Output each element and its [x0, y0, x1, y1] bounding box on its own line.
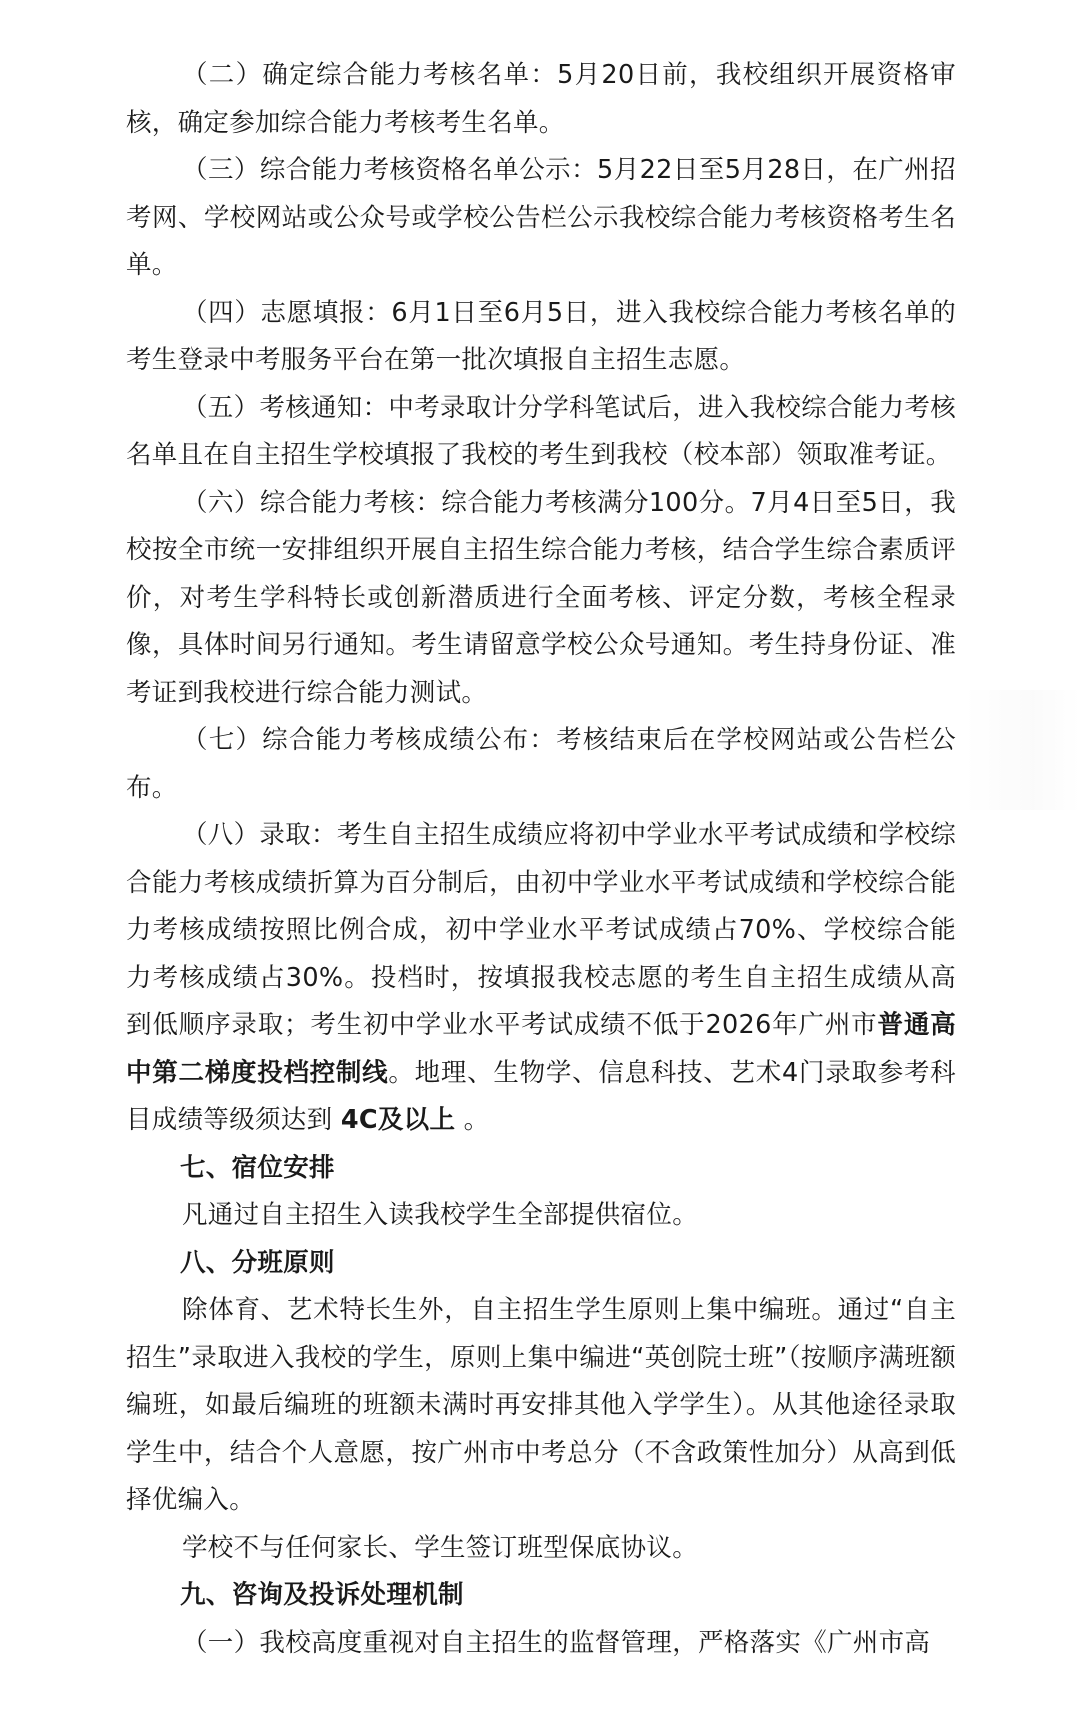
admission-control-line: 普通高中第二梯度投档控制线 — [126, 1010, 956, 1088]
paragraph-supervision: （一）我校高度重视对自主招生的监督管理，严格落实《广州市高 — [182, 1627, 931, 1658]
paragraph-class-division: 除体育、艺术特长生外，自主招生学生原则上集中编班。通过“自主招生”录取进入我校的学生，原则上集中编进“英创院士班”（按顺序满班额编班，如最后编班的班额未满时再安排其他入学学生）。从其他途径录取学生中，结合个人意愿，按广州市中考总分（不含政策性加分）从高到低择优编入。 — [126, 1295, 956, 1515]
admission-text-3: 。 — [455, 1105, 490, 1135]
admission-text-1: （八）录取：考生自主招生成绩应将初中学业水平考试成绩和学校综合能力考核成绩折算为百分制后，由初中学业水平考试成绩和学校综合能力考核成绩按照比例合成，初中学业水平考试成绩占70%、学校综合能力考核成绩占30%。投档时，按填报我校志愿的考生自主招生成绩从高到低顺序录取；考生初中学业水平考试成绩不低于2026年广州市 — [126, 820, 957, 1040]
paragraph-qualification-review: （二）确定综合能力考核名单：5月20日前，我校组织开展资格审核，确定参加综合能力考核考生名单。 — [126, 60, 956, 138]
admission-grade-requirement: 4C及以上 — [340, 1105, 456, 1135]
paragraph-admission — [126, 812, 956, 1145]
paragraph-comprehensive-exam: （六）综合能力考核：综合能力考核满分100分。7月4日至5日，我校按全市统一安排组织开展自主招生综合能力考核，结合学生综合素质评价，对考生学科特长或创新潜质进行全面考核、评定分数，考核全程录像，具体时间另行通知。考生请留意学校公众号通知。考生持身份证、准考证到我校进行综合能力测试。 — [126, 487, 956, 708]
section-heading-dormitory: 七、宿位安排 — [180, 1152, 335, 1183]
paragraph-score-publication: （七）综合能力考核成绩公布：考核结束后在学校网站或公告栏公布。 — [126, 725, 956, 803]
paragraph-exam-notice: （五）考核通知：中考录取计分学科笔试后，进入我校综合能力考核名单且在自主招生学校填报了我校的考生到我校（校本部）领取准考证。 — [126, 392, 957, 470]
paragraph-dormitory: 凡通过自主招生入读我校学生全部提供宿位。 — [182, 1200, 699, 1230]
paragraph-list-publicity: （三）综合能力考核资格名单公示：5月22日至5月28日，在广州招考网、学校网站或公众号或学校公告栏公示我校综合能力考核资格考生名单。 — [126, 155, 956, 280]
photo-glare — [964, 690, 1080, 810]
paragraph-no-guarantee: 学校不与任何家长、学生签订班型保底协议。 — [182, 1532, 699, 1563]
section-heading-class-division: 八、分班原则 — [180, 1247, 335, 1278]
document-body — [126, 52, 956, 1667]
section-heading-complaints: 九、咨询及投诉处理机制 — [180, 1580, 464, 1610]
admission-text-2: 。地理、生物学、信息科技、艺术4门录取参考科目成绩等级须达到 — [126, 1057, 956, 1135]
paragraph-application-filling: （四）志愿填报：6月1日至6月5日，进入我校综合能力考核名单的考生登录中考服务平台在第一批次填报自主招生志愿。 — [126, 297, 956, 375]
